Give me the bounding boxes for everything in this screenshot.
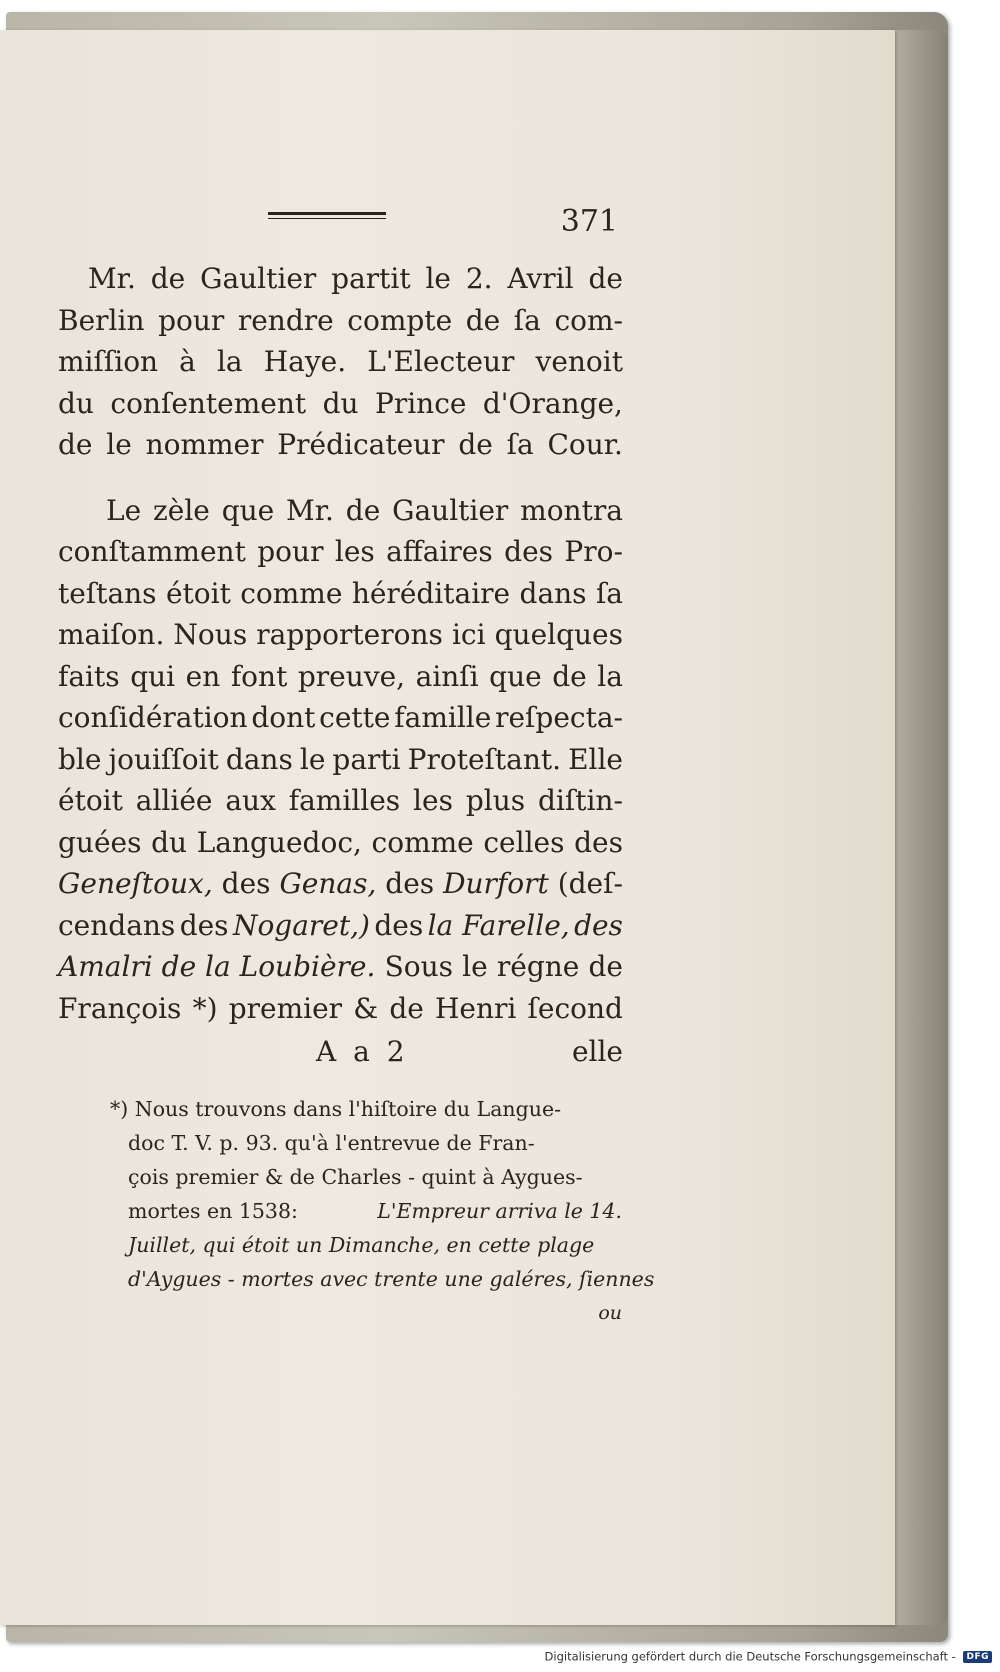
word: 2.	[465, 262, 493, 295]
word: de	[465, 303, 501, 337]
word: familles	[288, 784, 401, 817]
catchword: elle	[571, 1035, 623, 1068]
word: qui	[130, 659, 176, 693]
word: reſpecta-	[495, 701, 623, 734]
word: conſentement	[110, 386, 307, 420]
word: Mr.	[88, 262, 136, 295]
word: les	[334, 535, 375, 568]
footnote-line	[110, 1228, 622, 1262]
word: affaires	[386, 535, 493, 568]
paragraph-2-line	[58, 697, 623, 739]
word: font	[230, 659, 288, 693]
paragraph-2-line	[58, 656, 623, 698]
word: comme	[371, 825, 474, 859]
word: que	[221, 493, 275, 527]
word: guées	[58, 825, 142, 859]
word: Geneſtoux,	[58, 867, 213, 900]
word: alliée	[135, 784, 213, 817]
word: Languedoc,	[196, 825, 362, 859]
word: premier	[228, 991, 343, 1025]
paragraph-2-line	[58, 490, 623, 532]
word: le	[462, 950, 488, 983]
word: étoit	[165, 576, 231, 610]
word: le	[106, 428, 132, 461]
body-text	[58, 258, 623, 1029]
word: miſſion	[58, 345, 159, 378]
word: Haye.	[263, 345, 347, 378]
word: nommer	[145, 428, 264, 461]
footnote-line	[110, 1160, 622, 1194]
paragraph-1-line	[58, 383, 623, 425]
word: des	[504, 535, 554, 568]
footnote-line	[110, 1092, 622, 1126]
word: le	[425, 262, 451, 295]
dfg-logo-icon[interactable]: DFG	[963, 1651, 992, 1663]
word: ainſi	[415, 659, 479, 693]
word: Avril	[507, 262, 574, 295]
word: parti	[332, 742, 401, 776]
paragraph-1-line	[58, 258, 623, 300]
word: des	[374, 908, 424, 942]
word: des	[574, 908, 623, 942]
word: François	[58, 991, 182, 1025]
word: Amalri de la Loubière.	[58, 950, 376, 983]
word: dans	[519, 576, 587, 610]
word: Durfort	[443, 867, 549, 900]
word: Le	[106, 493, 142, 527]
digitization-credit	[0, 1649, 1000, 1671]
footnote-catchword: ou	[598, 1302, 622, 1324]
word: Prince	[374, 386, 467, 420]
word: celles	[483, 825, 565, 859]
word: Nous	[173, 618, 248, 651]
footnote-text: doc T. V. p. 93. qu'à l'entrevue de Fran-	[128, 1131, 535, 1155]
word: étoit	[58, 784, 123, 817]
footnote-text: *) Nous trouvons dans l'hiſtoire du Langue-	[110, 1097, 561, 1121]
word: cendans	[58, 908, 176, 942]
word: pour	[158, 303, 225, 337]
word: plus	[465, 784, 526, 817]
signature-line	[58, 1035, 623, 1075]
word: conſidération	[58, 701, 248, 734]
paragraph-gap	[58, 466, 623, 490]
word: de	[588, 262, 623, 295]
word: ſecond	[527, 991, 623, 1025]
word: héréditaire	[351, 576, 511, 610]
footnote-line	[110, 1126, 622, 1160]
word: faits	[58, 659, 120, 693]
paragraph-1-line	[58, 300, 623, 342]
word: Sous	[384, 950, 454, 983]
word: pour	[257, 535, 324, 568]
paragraph-2-line	[58, 573, 623, 615]
footnote-marker: *)	[192, 991, 218, 1025]
word: dont	[251, 701, 316, 734]
word: quelques	[494, 618, 623, 651]
word: cette	[319, 701, 391, 734]
paragraph-2-line	[58, 739, 623, 781]
word: Henri	[434, 991, 517, 1025]
word: conſtamment	[58, 535, 246, 568]
word: de	[389, 991, 424, 1025]
word: des	[574, 825, 623, 859]
word: teſtans	[58, 576, 157, 610]
word: rendre	[237, 303, 334, 337]
footnote-quote: d'Aygues - mortes avec trente une galéres, ſiennes	[128, 1267, 655, 1291]
text-line-francois	[58, 988, 623, 1030]
footnote-quote: L'Empreur arriva le 14.	[377, 1199, 622, 1223]
text-line-geneftoux	[58, 863, 623, 905]
paragraph-2	[58, 490, 623, 864]
word: d'Orange,	[482, 386, 623, 420]
header-rule-thick	[268, 212, 386, 215]
paragraph-2-line	[58, 531, 623, 573]
word: &	[353, 991, 379, 1025]
word: dans	[225, 742, 293, 776]
paragraph-1-line	[58, 341, 623, 383]
word: Prédicateur	[277, 428, 445, 461]
word: Nogaret,)	[232, 908, 370, 942]
word: que	[489, 659, 542, 693]
word: de	[458, 428, 493, 461]
text-line-amalri	[58, 946, 623, 988]
word: jouiſſoit	[108, 742, 219, 776]
word: Elle	[568, 742, 623, 776]
footnote-text: çois premier & de Charles - quint à Aygues-	[128, 1165, 583, 1189]
word: montra	[520, 493, 623, 527]
header-rule	[268, 212, 386, 220]
word: partit	[331, 262, 411, 295]
footnote-line	[110, 1262, 655, 1296]
paragraph-2-line	[58, 614, 623, 656]
word: régne	[496, 950, 580, 983]
word: les	[413, 784, 453, 817]
word: en	[185, 659, 221, 693]
word: des	[221, 867, 271, 900]
word: des	[385, 867, 435, 900]
paragraph-2-line	[58, 822, 623, 864]
word: L'Electeur	[367, 345, 515, 378]
word: de	[58, 428, 93, 461]
word: ſa	[595, 576, 623, 610]
word: preuve,	[297, 659, 406, 693]
word: ici	[451, 618, 486, 651]
word: Berlin	[58, 303, 145, 337]
word: Mr.	[286, 493, 334, 527]
word: la	[216, 345, 243, 378]
word: comme	[240, 576, 343, 610]
footnote-text: mortes en 1538:	[128, 1199, 298, 1223]
word: (deſ-	[557, 867, 623, 900]
signature-mark: A a 2	[316, 1035, 409, 1068]
word: maiſon.	[58, 618, 165, 651]
word: des	[179, 908, 229, 942]
footnote-quote: Juillet, qui étoit un Dimanche, en cette plage	[128, 1233, 595, 1257]
word: Gaultier	[392, 493, 509, 527]
header-rule-thin	[268, 218, 386, 219]
word: Gaultier	[200, 262, 317, 295]
word: ſa	[513, 303, 541, 337]
word: Genas,	[279, 867, 377, 900]
word: ſa	[506, 428, 534, 461]
word: du	[58, 386, 94, 420]
word: Proteſtant.	[407, 742, 562, 776]
word: zèle	[153, 493, 210, 527]
word: Cour.	[547, 428, 623, 461]
word: la Farelle,	[427, 908, 570, 942]
word: la	[597, 659, 623, 693]
word: famille	[394, 701, 492, 734]
footnote-line	[110, 1194, 622, 1228]
word: diſtin-	[537, 784, 623, 817]
word: venoit	[535, 345, 623, 378]
word: rapporterons	[256, 618, 443, 651]
word: du	[151, 825, 188, 859]
word: com-	[554, 303, 623, 337]
word: compte	[347, 303, 453, 337]
word: le	[299, 742, 326, 776]
paragraph-1-line	[58, 424, 623, 466]
word: de	[345, 493, 381, 527]
word: ble	[58, 742, 102, 776]
word: à	[179, 345, 196, 378]
paragraph-1	[58, 258, 623, 466]
word: aux	[225, 784, 276, 817]
word: de	[150, 262, 186, 295]
paragraph-2-line	[58, 780, 623, 822]
text-line-cendans	[58, 905, 623, 947]
word: du	[322, 386, 359, 420]
word: de	[588, 950, 623, 983]
word: de	[552, 659, 587, 693]
word: Pro-	[564, 535, 623, 568]
page-number: 371	[560, 204, 618, 239]
credit-text: Digitalisierung gefördert durch die Deutsche Forschungsgemeinschaft -	[544, 1649, 956, 1664]
footnote	[110, 1092, 655, 1330]
